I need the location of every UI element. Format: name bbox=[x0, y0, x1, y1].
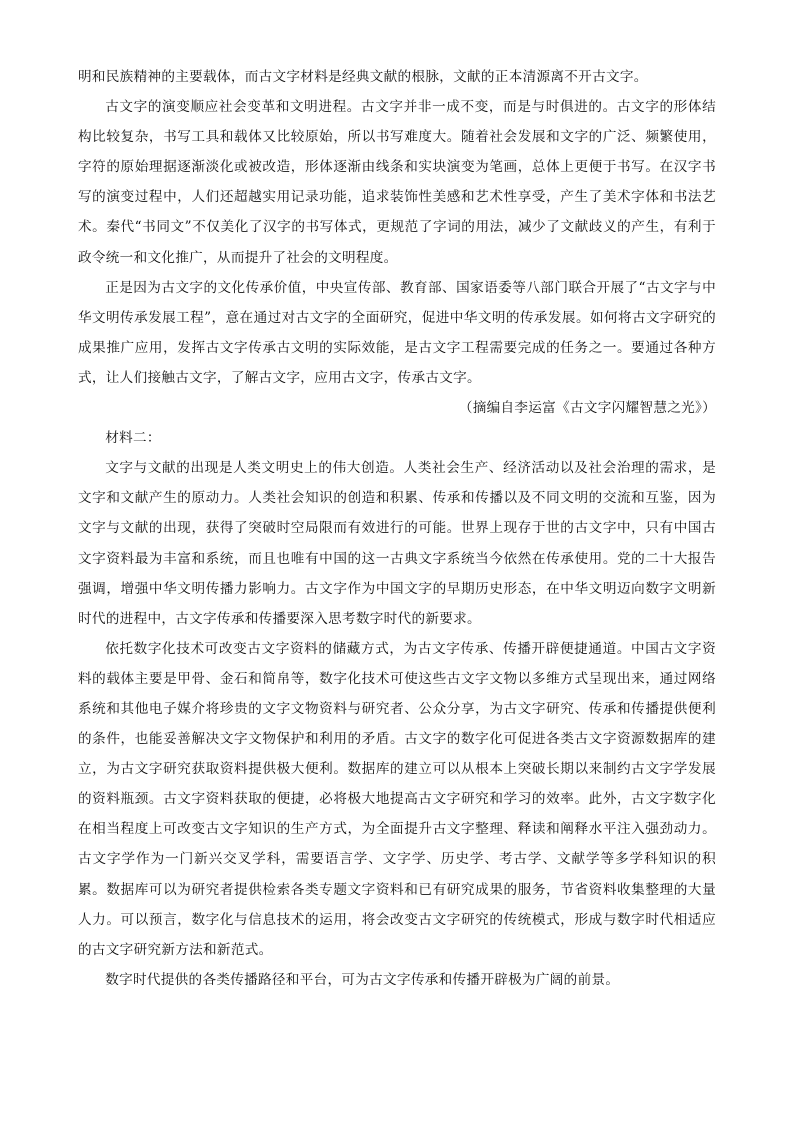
paragraph-project: 正是因为古文字的文化传承价值，中央宣传部、教育部、国家语委等八部门联合开展了“古文字与中华文明传承发展工程”，意在通过对古文字的全面研究，促进中华文明的传承发展。如何将古文字研究的成果推广应用，发挥古文字传承古文明的实际效能，是古文字工程需要完成的任务之一。要通过各种方式，让人们接触古文字，了解古文字，应用古文字，传承古文字。 bbox=[78, 279, 716, 386]
paragraph-digital-prospect: 数字时代提供的各类传播路径和平台，可为古文字传承和传播开辟极为广阔的前景。 bbox=[105, 971, 620, 988]
paragraph-evolution: 古文字的演变顺应社会变革和文明进程。古文字并非一成不变，而是与时俱进的。古文字的形体结构比较复杂，书写工具和载体又比较原始，所以书写难度大。随着社会发展和文字的广泛、频繁使用，字符的原始理据逐渐淡化或被改造，形体逐渐由线条和实块演变为笔画，总体上更便于书写。在汉字书写的演变过程中，人们还超越实用记录功能，追求装饰性美感和艺术性享受，产生了美术字体和书法艺术。秦代“书同文”不仅美化了汉字的书写体式，更规范了字词的用法，减少了文献歧义的产生，有利于政令统一和文化推广，从而提升了社会的文明程度。 bbox=[78, 99, 716, 266]
source-citation: （摘编自李运富《古文字闪耀智慧之光》） bbox=[458, 400, 716, 417]
material-two-label: 材料二： bbox=[105, 430, 161, 447]
paragraph-writing-origin: 文字与文献的出现是人类文明史上的伟大创造。人类社会生产、经济活动以及社会治理的需求，是文字和文献产生的原动力。人类社会知识的创造和积累、传承和传播以及不同文明的交流和互鉴，因为文字与文献的出现，获得了突破时空局限而有效进行的可能。世界上现存于世的古文字中，只有中国古文字资料最为丰富和系统，而且也唯有中国的这一古典文字系统当今依然在传承使用。党的二十大报告强调，增强中华文明传播力影响力。古文字作为中国文字的早期历史形态，在中华文明迈向数字文明新时代的进程中，古文字传承和传播要深入思考数字时代的新要求。 bbox=[78, 460, 716, 627]
paragraph-digitization: 依托数字化技术可改变古文字资料的储藏方式，为古文字传承、传播开辟便捷通道。中国古文字资料的载体主要是甲骨、金石和简帛等，数字化技术可使这些古文字文物以多维方式呈现出来，通过网络系统和其他电子媒介将珍贵的文字文物资料与研究者、公众分享，为古文字研究、传承和传播提供便利的条件，也能妥善解决文字文物保护和利用的矛盾。古文字的数字化可促进各类古文字资源数据库的建立，为古文字研究获取资料提供极大便利。数据库的建立可以从根本上突破长期以来制约古文字学发展的资料瓶颈。古文字资料获取的便捷，必将极大地提高古文字研究和学习的效率。此外，古文字数字化在相当程度上可改变古文字知识的生产方式，为全面提升古文字整理、释读和阐释水平注入强劲动力。古文字学作为一门新兴交叉学科，需要语言学、文字学、历史学、考古学、文献学等多学科知识的积累。数据库可以为研究者提供检索各类专题文字资料和已有研究成果的服务，节省资料收集整理的大量人力。可以预言，数字化与信息技术的运用，将会改变古文字研究的传统模式，形成与数字时代相适应的古文字研究新方法和新范式。 bbox=[78, 640, 716, 958]
paragraph-continuation: 明和民族精神的主要载体，而古文字材料是经典文献的根脉，文献的正本清源离不开古文字。 bbox=[78, 69, 648, 85]
